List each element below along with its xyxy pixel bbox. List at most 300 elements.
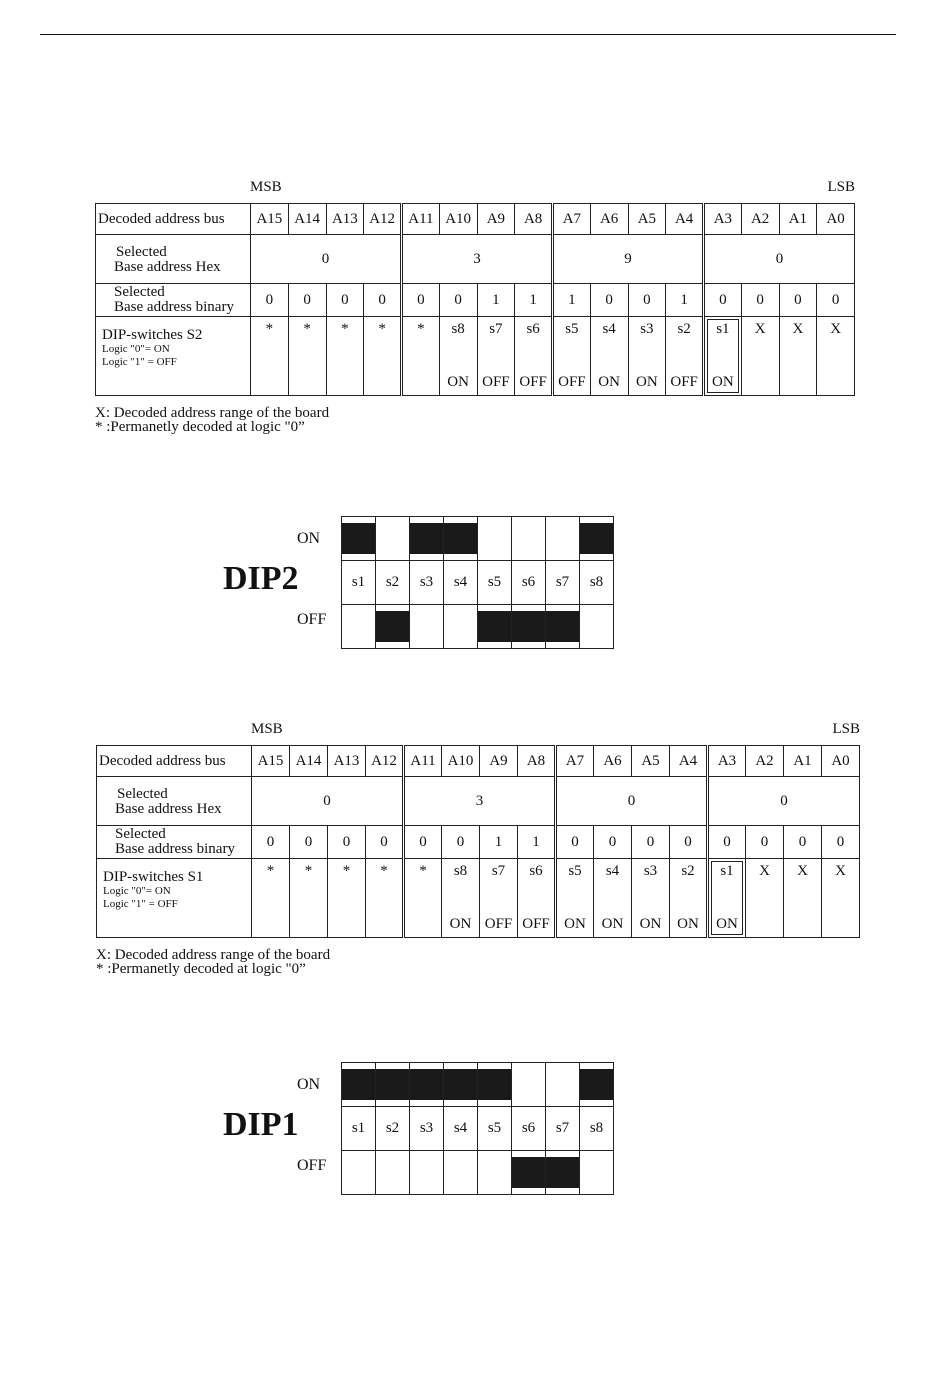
switch-id: s4 (602, 321, 616, 337)
switch-id: X (835, 863, 846, 879)
switch-row (97, 859, 860, 938)
dip2-title: DIP2 (223, 560, 299, 597)
bus-cell: A5 (628, 204, 666, 235)
bus-cell: A11 (402, 204, 440, 235)
switch-cell-inner (442, 859, 479, 937)
switch-cell (817, 317, 855, 396)
bus-row (97, 746, 860, 777)
hex-row-label (96, 235, 251, 284)
switch-knob (444, 1069, 477, 1100)
switch-cell (477, 317, 515, 396)
switch-id: s4 (605, 863, 620, 879)
table-notes (95, 406, 855, 434)
address-table-s2 (95, 203, 855, 396)
hex-row (96, 235, 855, 284)
switch-id: * (266, 863, 275, 879)
switch-cell-inner (705, 317, 741, 395)
switch-id: * (378, 321, 386, 337)
dip-label: DIP-switches S1 (103, 869, 204, 885)
off-slot (376, 1151, 410, 1195)
switch-cell (704, 317, 742, 396)
binary-cell: 0 (252, 826, 290, 859)
binary-cell: 0 (442, 826, 480, 859)
bus-cell: A1 (784, 746, 822, 777)
switch-cell (822, 859, 860, 938)
switch-knob (512, 611, 545, 642)
binary-cell: 1 (518, 826, 556, 859)
off-slot (444, 1151, 478, 1195)
switch-row (96, 317, 855, 396)
on-slot (376, 517, 410, 561)
switch-cell-inner (554, 317, 590, 395)
switch-cell-inner (817, 317, 854, 395)
switch-cell-inner (440, 317, 477, 395)
bus-cell: A3 (708, 746, 746, 777)
switch-state: OFF (670, 374, 698, 390)
switch-cell-inner (629, 317, 666, 395)
switch-cell-inner (327, 317, 364, 395)
binary-label-line2: Base address binary (114, 299, 234, 315)
binary-cell: 0 (817, 284, 855, 317)
switch-cell (442, 859, 480, 938)
switch-id: * (380, 863, 388, 879)
bus-cell: A4 (670, 746, 708, 777)
binary-cell: 0 (741, 284, 779, 317)
switch-knob (512, 1157, 545, 1188)
binary-label-line1: Selected (114, 284, 165, 300)
switch-cell-inner (251, 317, 288, 395)
binary-cell: 0 (784, 826, 822, 859)
switch-cell-inner (252, 859, 289, 937)
off-row (342, 1151, 614, 1195)
dip1-switch-grid (341, 1062, 614, 1195)
switch-cell (590, 317, 628, 396)
bus-row (96, 204, 855, 235)
binary-row (97, 826, 860, 859)
off-slot (410, 605, 444, 649)
note-decoded-range: X: Decoded address range of the board (96, 947, 331, 963)
on-slot (444, 1063, 478, 1107)
off-slot (478, 605, 512, 649)
switch-id: X (830, 321, 842, 337)
switch-row-label (96, 317, 251, 396)
bus-cell: A15 (251, 204, 289, 235)
bus-cell: A9 (477, 204, 515, 235)
binary-cell: 0 (746, 826, 784, 859)
switch-row-label (97, 859, 252, 938)
switch-label: s1 (342, 561, 376, 605)
hex-cell: 0 (704, 235, 855, 284)
bus-cell: A12 (366, 746, 404, 777)
lsb-label: LSB (827, 179, 855, 195)
switch-id: s8 (453, 863, 468, 879)
binary-cell: 0 (632, 826, 670, 859)
switch-id: s5 (565, 321, 579, 337)
bus-cell: A0 (822, 746, 860, 777)
binary-label-line1: Selected (115, 826, 166, 842)
hex-cell: 0 (556, 777, 708, 826)
hex-cell: 3 (404, 777, 556, 826)
switch-cell-inner (366, 859, 402, 937)
binary-cell: 1 (553, 284, 591, 317)
binary-cell: 0 (288, 284, 326, 317)
off-slot (376, 605, 410, 649)
switch-cell (326, 317, 364, 396)
hex-cell: 3 (402, 235, 553, 284)
bus-cell: A2 (741, 204, 779, 235)
switch-id: X (759, 863, 770, 879)
switch-cell (708, 859, 746, 938)
switch-state: OFF (522, 916, 550, 932)
switch-cell-inner (290, 859, 327, 937)
bus-cell: A0 (817, 204, 855, 235)
switch-state: ON (677, 916, 699, 932)
note-decoded-range: X: Decoded address range of the board (95, 405, 330, 421)
switch-state: OFF (484, 916, 513, 932)
on-slot (512, 517, 546, 561)
binary-cell: 0 (251, 284, 289, 317)
switch-cell-inner (632, 859, 669, 937)
bus-row-label: Decoded address bus (96, 204, 251, 235)
on-label: ON (297, 1076, 321, 1093)
bus-cell: A15 (252, 746, 290, 777)
binary-cell: 0 (556, 826, 594, 859)
switch-id: * (417, 321, 425, 337)
binary-cell: 0 (822, 826, 860, 859)
bus-cell: A8 (518, 746, 556, 777)
logic0-label: Logic "0"= ON (102, 343, 170, 355)
binary-row (96, 284, 855, 317)
hex-cell: 0 (251, 235, 402, 284)
hex-row-label (97, 777, 252, 826)
switch-id: s7 (489, 321, 503, 337)
switch-label: s3 (410, 561, 444, 605)
switch-cell (290, 859, 328, 938)
switch-cell-inner (518, 859, 554, 937)
off-slot (512, 605, 546, 649)
switch-state: ON (639, 916, 662, 932)
switch-id: s6 (526, 321, 540, 337)
switch-knob (580, 523, 613, 554)
bus-cell: A13 (326, 204, 364, 235)
binary-cell: 0 (326, 284, 364, 317)
on-slot (580, 1063, 614, 1107)
switch-knob (478, 1069, 511, 1100)
binary-cell: 0 (366, 826, 404, 859)
switch-cell (746, 859, 784, 938)
bus-cell: A2 (746, 746, 784, 777)
bus-cell: A13 (328, 746, 366, 777)
dip2-switch-grid (341, 516, 614, 649)
switch-cell-inner (289, 317, 326, 395)
switch-id: s5 (568, 863, 582, 879)
switch-cell-inner (478, 317, 515, 395)
off-slot (512, 1151, 546, 1195)
lsb-label: LSB (832, 721, 860, 737)
binary-cell: 0 (628, 284, 666, 317)
off-slot (546, 605, 580, 649)
bus-cell: A8 (515, 204, 553, 235)
switch-knob (410, 1069, 443, 1100)
switch-id: * (419, 863, 427, 879)
bus-cell: A14 (290, 746, 328, 777)
switch-cell (328, 859, 366, 938)
switch-knob (410, 523, 443, 554)
switch-cell (480, 859, 518, 938)
off-slot (580, 605, 614, 649)
switch-label: s5 (478, 1107, 512, 1151)
dip-label: DIP-switches S2 (102, 327, 203, 343)
off-slot (342, 1151, 376, 1195)
bus-cell: A7 (553, 204, 591, 235)
binary-row-label (96, 284, 251, 317)
off-slot (444, 605, 478, 649)
switch-cell-inner (784, 859, 821, 937)
binary-cell: 0 (594, 826, 632, 859)
switch-label: s2 (376, 1107, 410, 1151)
on-slot (512, 1063, 546, 1107)
switch-cell (288, 317, 326, 396)
switch-knob (546, 1157, 579, 1188)
switch-cell-inner (591, 317, 628, 395)
off-slot (410, 1151, 444, 1195)
bus-cell: A6 (590, 204, 628, 235)
on-slot (546, 1063, 580, 1107)
on-row (342, 517, 614, 561)
switch-knob (342, 1069, 375, 1100)
binary-row-label (97, 826, 252, 859)
label-row (342, 561, 614, 605)
switch-label: s6 (512, 1107, 546, 1151)
switch-id: s1 (720, 863, 734, 879)
hex-label-line1: Selected (116, 243, 167, 260)
switch-id: s2 (677, 321, 691, 337)
off-slot (580, 1151, 614, 1195)
address-table-s1 (96, 745, 860, 938)
switch-knob (546, 611, 579, 642)
switch-cell (556, 859, 594, 938)
switch-state: ON (636, 374, 658, 390)
switch-state: ON (449, 916, 472, 932)
switch-id: X (754, 321, 766, 337)
hex-cell: 0 (708, 777, 860, 826)
switch-id: s6 (529, 863, 543, 879)
bus-cell: A3 (704, 204, 742, 235)
on-slot (478, 517, 512, 561)
bus-cell: A10 (442, 746, 480, 777)
switch-knob (342, 523, 375, 554)
hex-label-line2: Base address Hex (114, 258, 221, 275)
switch-cell (518, 859, 556, 938)
note-permanent: * :Permanetly decoded at logic "0” (96, 961, 306, 977)
bus-cell: A12 (364, 204, 402, 235)
bus-cell: A5 (632, 746, 670, 777)
switch-state: ON (712, 374, 734, 390)
on-row (342, 1063, 614, 1107)
binary-cell: 0 (328, 826, 366, 859)
bus-cell: A7 (556, 746, 594, 777)
switch-label: s4 (444, 561, 478, 605)
switch-knob (580, 1069, 613, 1100)
hex-label-line1: Selected (117, 785, 168, 802)
note-permanent: * :Permanetly decoded at logic "0” (95, 419, 305, 435)
binary-cell: 1 (666, 284, 704, 317)
switch-id: s3 (643, 863, 658, 879)
switch-id: s7 (491, 863, 506, 879)
switch-cell-inner (709, 859, 745, 937)
switch-cell (366, 859, 404, 938)
binary-cell: 1 (480, 826, 518, 859)
switch-cell (779, 317, 817, 396)
on-slot (444, 517, 478, 561)
msb-label: MSB (250, 179, 282, 195)
switch-cell-inner (480, 859, 517, 937)
off-label: OFF (297, 1157, 327, 1174)
switch-label: s2 (376, 561, 410, 605)
address-table-s2-block (95, 179, 855, 435)
binary-cell: 0 (670, 826, 708, 859)
switch-label: s8 (580, 1107, 614, 1151)
switch-id: X (792, 321, 804, 337)
switch-label: s8 (580, 561, 614, 605)
binary-cell: 0 (439, 284, 477, 317)
binary-cell: 0 (708, 826, 746, 859)
switch-knob (478, 611, 511, 642)
binary-label-line2: Base address binary (115, 841, 235, 857)
switch-cell-inner (742, 317, 779, 395)
binary-cell: 0 (364, 284, 402, 317)
switch-id: s3 (640, 321, 654, 337)
switch-knob (444, 523, 477, 554)
switch-label: s7 (546, 1107, 580, 1151)
switch-cell-inner (670, 859, 706, 937)
switch-id: * (265, 321, 274, 337)
switch-id: * (342, 863, 351, 879)
on-slot (376, 1063, 410, 1107)
switch-id: X (797, 863, 808, 879)
bus-cell: A4 (666, 204, 704, 235)
bus-cell: A11 (404, 746, 442, 777)
address-table-s1-block (96, 721, 860, 977)
switch-id: s1 (716, 321, 730, 337)
switch-id: * (341, 321, 349, 337)
switch-state: OFF (519, 374, 547, 390)
switch-state: ON (564, 916, 586, 932)
switch-cell-inner (364, 317, 400, 395)
label-row (342, 1107, 614, 1151)
switch-cell (252, 859, 290, 938)
logic0-label: Logic "0"= ON (103, 885, 171, 897)
switch-id: * (304, 863, 313, 879)
switch-cell-inner (666, 317, 702, 395)
binary-cell: 0 (704, 284, 742, 317)
on-slot (342, 1063, 376, 1107)
switch-cell (553, 317, 591, 396)
switch-cell (404, 859, 442, 938)
bus-cell: A10 (439, 204, 477, 235)
header-rule (40, 34, 896, 35)
switch-cell (594, 859, 632, 938)
switch-cell (402, 317, 440, 396)
on-slot (342, 517, 376, 561)
switch-cell (632, 859, 670, 938)
switch-cell-inner (515, 317, 551, 395)
off-slot (342, 605, 376, 649)
switch-cell-inner (405, 859, 441, 937)
switch-label: s5 (478, 561, 512, 605)
switch-cell (515, 317, 553, 396)
bus-cell: A9 (480, 746, 518, 777)
binary-cell: 0 (290, 826, 328, 859)
on-slot (410, 1063, 444, 1107)
switch-cell-inner (403, 317, 439, 395)
switch-state: ON (447, 374, 469, 390)
binary-cell: 0 (402, 284, 440, 317)
bus-cell: A1 (779, 204, 817, 235)
binary-cell: 0 (779, 284, 817, 317)
off-row (342, 605, 614, 649)
switch-cell (439, 317, 477, 396)
on-slot (580, 517, 614, 561)
on-slot (546, 517, 580, 561)
binary-cell: 1 (515, 284, 553, 317)
binary-cell: 0 (404, 826, 442, 859)
logic1-label: Logic "1" = OFF (103, 898, 178, 910)
switch-cell (628, 317, 666, 396)
bus-cell: A6 (594, 746, 632, 777)
bus-cell: A14 (288, 204, 326, 235)
binary-cell: 1 (477, 284, 515, 317)
dip1-title: DIP1 (223, 1106, 299, 1143)
switch-cell (784, 859, 822, 938)
off-label: OFF (297, 611, 327, 628)
table-notes (96, 948, 860, 976)
binary-cell: 0 (590, 284, 628, 317)
off-slot (478, 1151, 512, 1195)
switch-cell-inner (822, 859, 859, 937)
switch-id: * (303, 321, 311, 337)
switch-cell (364, 317, 402, 396)
switch-cell-inner (557, 859, 593, 937)
switch-cell (251, 317, 289, 396)
switch-label: s1 (342, 1107, 376, 1151)
on-slot (410, 517, 444, 561)
logic1-label: Logic "1" = OFF (102, 356, 177, 368)
hex-cell: 9 (553, 235, 704, 284)
switch-label: s7 (546, 561, 580, 605)
switch-cell-inner (780, 317, 817, 395)
on-label: ON (297, 530, 321, 547)
switch-cell (741, 317, 779, 396)
on-slot (478, 1063, 512, 1107)
switch-label: s6 (512, 561, 546, 605)
msb-label: MSB (251, 721, 283, 737)
switch-knob (376, 611, 409, 642)
switch-label: s3 (410, 1107, 444, 1151)
switch-knob (376, 1069, 409, 1100)
bus-row-label: Decoded address bus (97, 746, 252, 777)
switch-id: s2 (681, 863, 695, 879)
off-slot (546, 1151, 580, 1195)
switch-cell-inner (328, 859, 365, 937)
switch-cell (670, 859, 708, 938)
switch-state: ON (598, 374, 620, 390)
switch-cell-inner (746, 859, 783, 937)
hex-cell: 0 (252, 777, 404, 826)
switch-state: ON (716, 916, 738, 932)
switch-cell (666, 317, 704, 396)
switch-state: ON (601, 916, 624, 932)
